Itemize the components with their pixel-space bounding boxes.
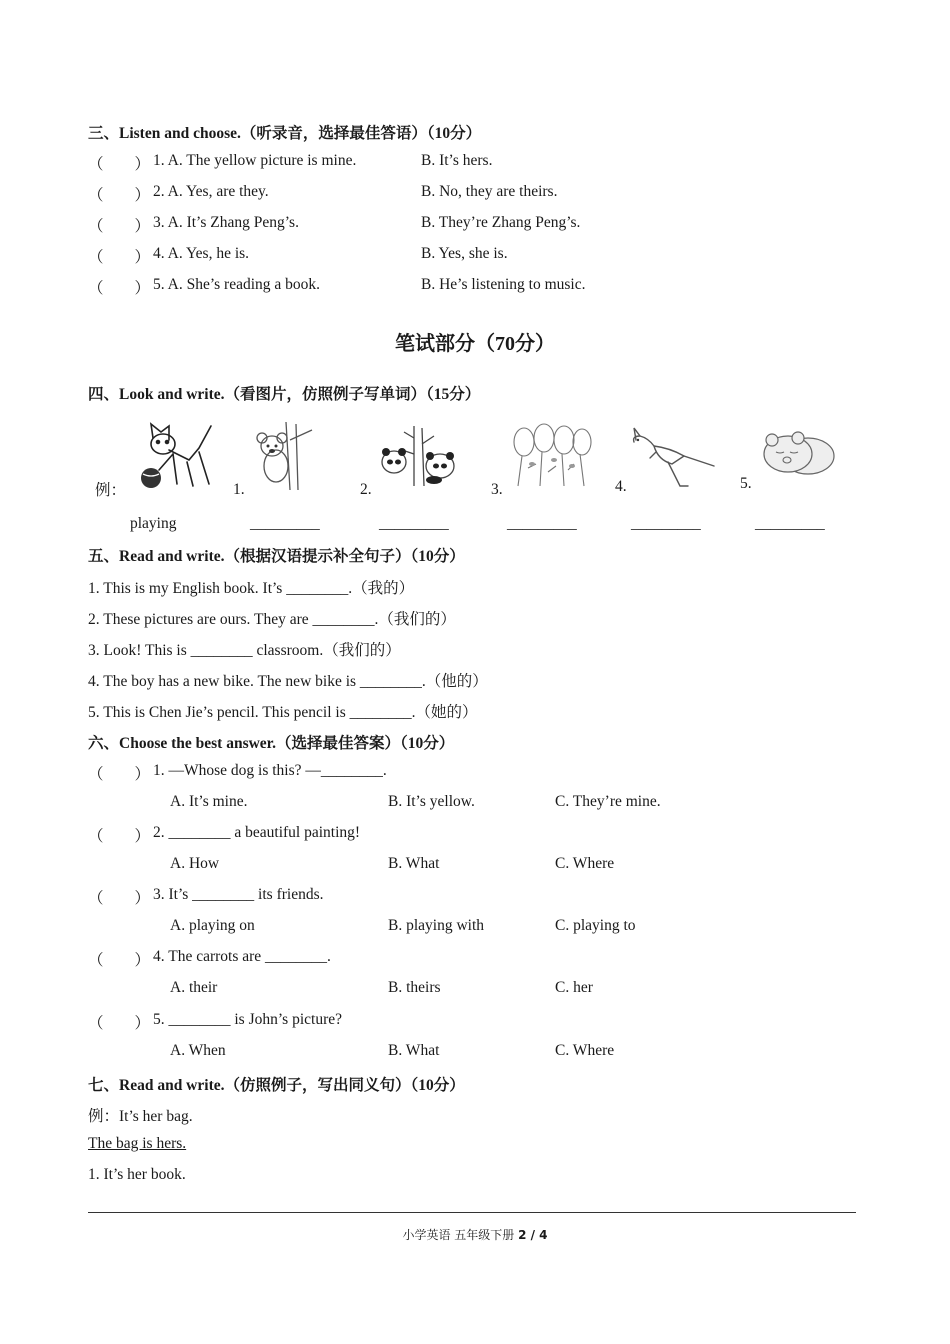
question-text: 2. ________ a beautiful painting! [153, 824, 361, 841]
option-b: B. playing with [388, 917, 485, 934]
picture-label-2: 2. [360, 481, 372, 498]
option-c: C. They’re mine. [555, 793, 661, 810]
answer-paren: （ ） [88, 952, 151, 969]
sentence-item: 1. This is my English book. It’s ________.（我的） [88, 580, 415, 597]
page-number: 2 / 4 [518, 1228, 548, 1242]
footer-divider [88, 1212, 856, 1213]
bees-flowers-picture [508, 420, 594, 488]
option-b: B. What [388, 1042, 440, 1059]
picture-label-1: 1. [233, 481, 245, 498]
section-6-heading: 六、Choose the best answer.（选择最佳答案）（10分） [88, 735, 455, 752]
question-option-b: B. He’s listening to music. [421, 276, 586, 293]
example-label: 例： [95, 482, 127, 499]
question-text: 4. The carrots are ________. [153, 948, 331, 965]
sentence-item: 4. The boy has a new bike. The new bike is ________.（他的） [88, 673, 488, 690]
question-option-b: B. They’re Zhang Peng’s. [421, 214, 581, 231]
cat-playing-ball-picture [133, 418, 215, 492]
section-5-heading: 五、Read and write.（根据汉语提示补全句子）（10分） [88, 548, 465, 565]
picture-label-4: 4. [615, 478, 627, 495]
section-4-heading: 四、Look and write.（看图片，仿照例子写单词）（15分） [88, 386, 481, 403]
sentence-item: 1. It’s her book. [88, 1166, 186, 1183]
bears-sleeping-picture [758, 428, 838, 480]
written-part-title: 笔试部分（70分） [395, 333, 555, 355]
option-a: A. When [170, 1042, 226, 1059]
answer-paren: （ ） [88, 156, 151, 173]
option-b: B. theirs [388, 979, 441, 996]
option-a: A. playing on [170, 917, 255, 934]
option-c: C. Where [555, 1042, 615, 1059]
footer-text: 小学英语 五年级下册 [402, 1228, 519, 1242]
answer-blank-3[interactable]: _________ [507, 515, 577, 532]
koala-in-tree-picture [246, 420, 318, 492]
question-option-b: B. It’s hers. [421, 152, 493, 169]
option-a: A. It’s mine. [170, 793, 248, 810]
question-option-b: B. No, they are theirs. [421, 183, 558, 200]
picture-label-3: 3. [491, 481, 503, 498]
page-footer [0, 1226, 950, 1243]
question-option-a: 4. A. Yes, he is. [153, 245, 250, 262]
sentence-item: 2. These pictures are ours. They are ________.（我们的） [88, 611, 456, 628]
option-b: B. What [388, 855, 440, 872]
answer-blank-1[interactable]: _________ [250, 515, 320, 532]
sentence-item: 3. Look! This is ________ classroom.（我们的） [88, 642, 401, 659]
answer-paren: （ ） [88, 187, 151, 204]
question-option-b: B. Yes, she is. [421, 245, 508, 262]
answer-paren: （ ） [88, 280, 151, 297]
answer-blank-4[interactable]: _________ [631, 515, 701, 532]
answer-blank-2[interactable]: _________ [379, 515, 449, 532]
section-7-heading: 七、Read and write.（仿照例子，写出同义句）（10分） [88, 1077, 465, 1094]
option-c: C. Where [555, 855, 615, 872]
question-option-a: 1. A. The yellow picture is mine. [153, 152, 357, 169]
answer-blank-5[interactable]: _________ [755, 515, 825, 532]
answer-paren: （ ） [88, 766, 151, 783]
option-a: A. their [170, 979, 218, 996]
question-text: 3. It’s ________ its friends. [153, 886, 324, 903]
answer-paren: （ ） [88, 249, 151, 266]
question-text: 5. ________ is John’s picture? [153, 1011, 342, 1028]
sentence-item: 5. This is Chen Jie’s pencil. This pencil is ________.（她的） [88, 704, 478, 721]
kangaroo-jumping-picture [628, 424, 716, 488]
example-answer-sentence: The bag is hers. [88, 1135, 187, 1152]
question-option-a: 2. A. Yes, are they. [153, 183, 269, 200]
option-a: A. How [170, 855, 220, 872]
pandas-bamboo-picture [376, 424, 460, 488]
picture-label-5: 5. [740, 475, 752, 492]
answer-paren: （ ） [88, 218, 151, 235]
option-c: C. playing to [555, 917, 636, 934]
option-c: C. her [555, 979, 593, 996]
example-sentence: 例：It’s her bag. [88, 1108, 193, 1125]
answer-paren: （ ） [88, 828, 151, 845]
question-option-a: 3. A. It’s Zhang Peng’s. [153, 214, 299, 231]
option-b: B. It’s yellow. [388, 793, 475, 810]
question-option-a: 5. A. She’s reading a book. [153, 276, 321, 293]
question-text: 1. —Whose dog is this? —________. [153, 762, 387, 779]
answer-paren: （ ） [88, 890, 151, 907]
section-3-heading: 三、Listen and choose.（听录音，选择最佳答语）（10分） [88, 125, 482, 142]
example-answer: playing [130, 515, 177, 532]
answer-paren: （ ） [88, 1015, 151, 1032]
